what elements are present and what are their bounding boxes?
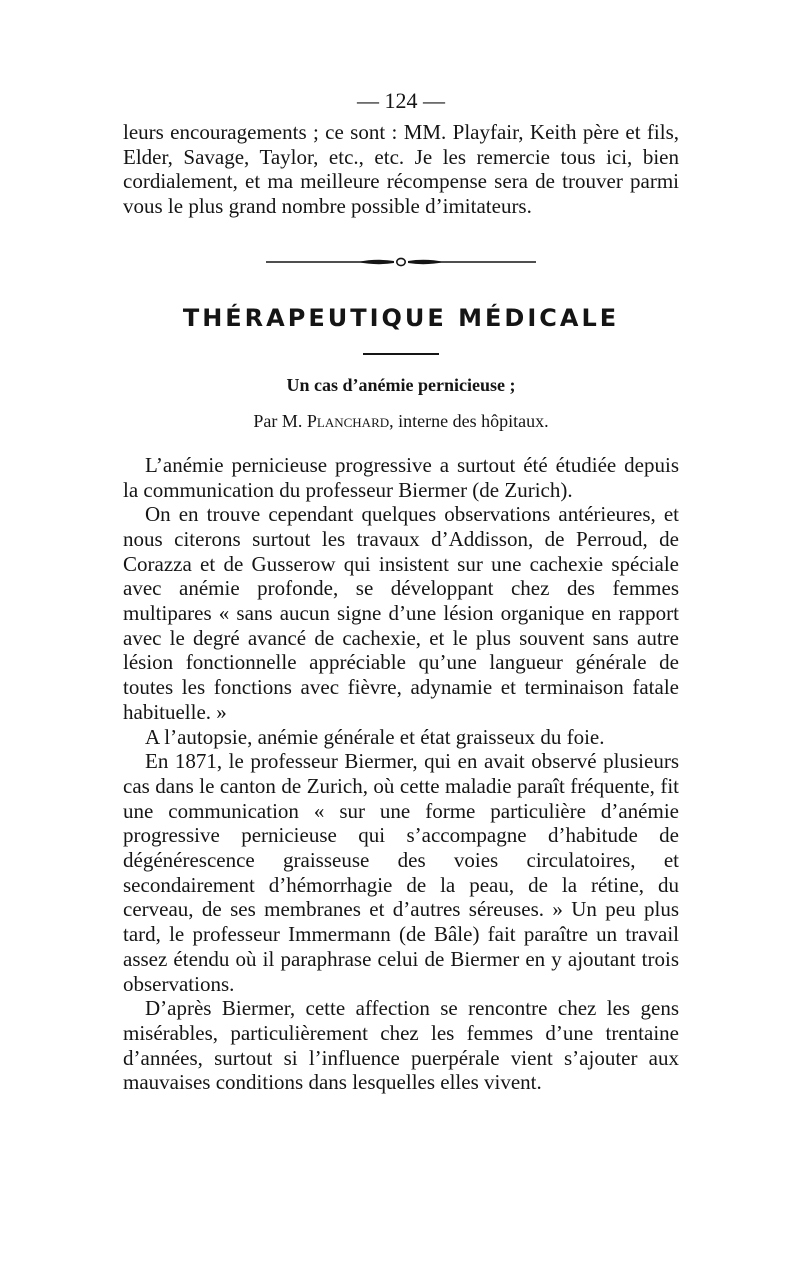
article-title: Un cas d’anémie pernicieuse ; bbox=[286, 374, 516, 395]
title-rule bbox=[363, 353, 439, 355]
article-paragraph: D’après Biermer, cette affection se rencontre chez les gens misérables, particulièrement chez les femmes d’une trentaine d’années, surtout si l’influence puerpérale vient s’ajouter aux mauvaises conditions dans lesquelles elles vivent. bbox=[123, 996, 679, 1095]
byline-prefix: Par M. bbox=[253, 410, 303, 431]
article-paragraph: On en trouve cependant quelques observations antérieures, et nous citerons surtout les travaux d’Addisson, de Perroud, de Corazza et de Gusserow qui insistent sur une cachexie spéciale avec anémie profonde, se développant chez des femmes multipares « sans aucun signe d’une lésion organique en rapport avec le degré avancé de cachexie, et le plus souvent sans autre lésion fonctionnelle appréciable qu’une langueur générale de toutes les fonctions avec fièvre, adynamie et terminaison fatale habituelle. » bbox=[123, 502, 679, 724]
byline bbox=[123, 409, 679, 433]
byline-author: Planchard bbox=[306, 410, 390, 431]
ornamental-divider-icon bbox=[266, 255, 536, 269]
byline-suffix: , interne des hôpitaux. bbox=[389, 410, 549, 431]
article-paragraph: En 1871, le professeur Biermer, qui en avait observé plusieurs cas dans le canton de Zurich, où cette maladie paraît fréquente, fit une communication « sur une forme particulière d’anémie progressive pernicieuse qui s’accompagne d’habitude de dégénérescence graisseuse des voies circulatoires, et secondairement d’hémorrhagie de la peau, de la rétine, du cerveau, de ses membranes et d’autres séreuses. » Un peu plus tard, le professeur Immermann (de Bâle) fait paraître un travail assez étendu où il paraphrase celui de Biermer en y ajoutant trois observations. bbox=[123, 749, 679, 996]
section-title: THÉRAPEUTIQUE MÉDICALE bbox=[182, 303, 620, 332]
page-number: — 124 — bbox=[357, 88, 445, 113]
article-paragraph: A l’autopsie, anémie générale et état graisseux du foie. bbox=[145, 724, 605, 749]
article-body bbox=[123, 453, 679, 1095]
opening-paragraph: leurs encouragements ; ce sont : MM. Playfair, Keith père et fils, Elder, Savage, Taylor, etc., etc. Je les remercie tous ici, bien cordialement, et ma meilleure récompense sera de trouver parmi vous le plus grand nombre possible d’imitateurs. bbox=[123, 120, 679, 219]
article-paragraph: L’anémie pernicieuse progressive a surtout été étudiée depuis la communication du professeur Biermer (de Zurich). bbox=[123, 452, 679, 502]
book-page bbox=[123, 86, 679, 1095]
